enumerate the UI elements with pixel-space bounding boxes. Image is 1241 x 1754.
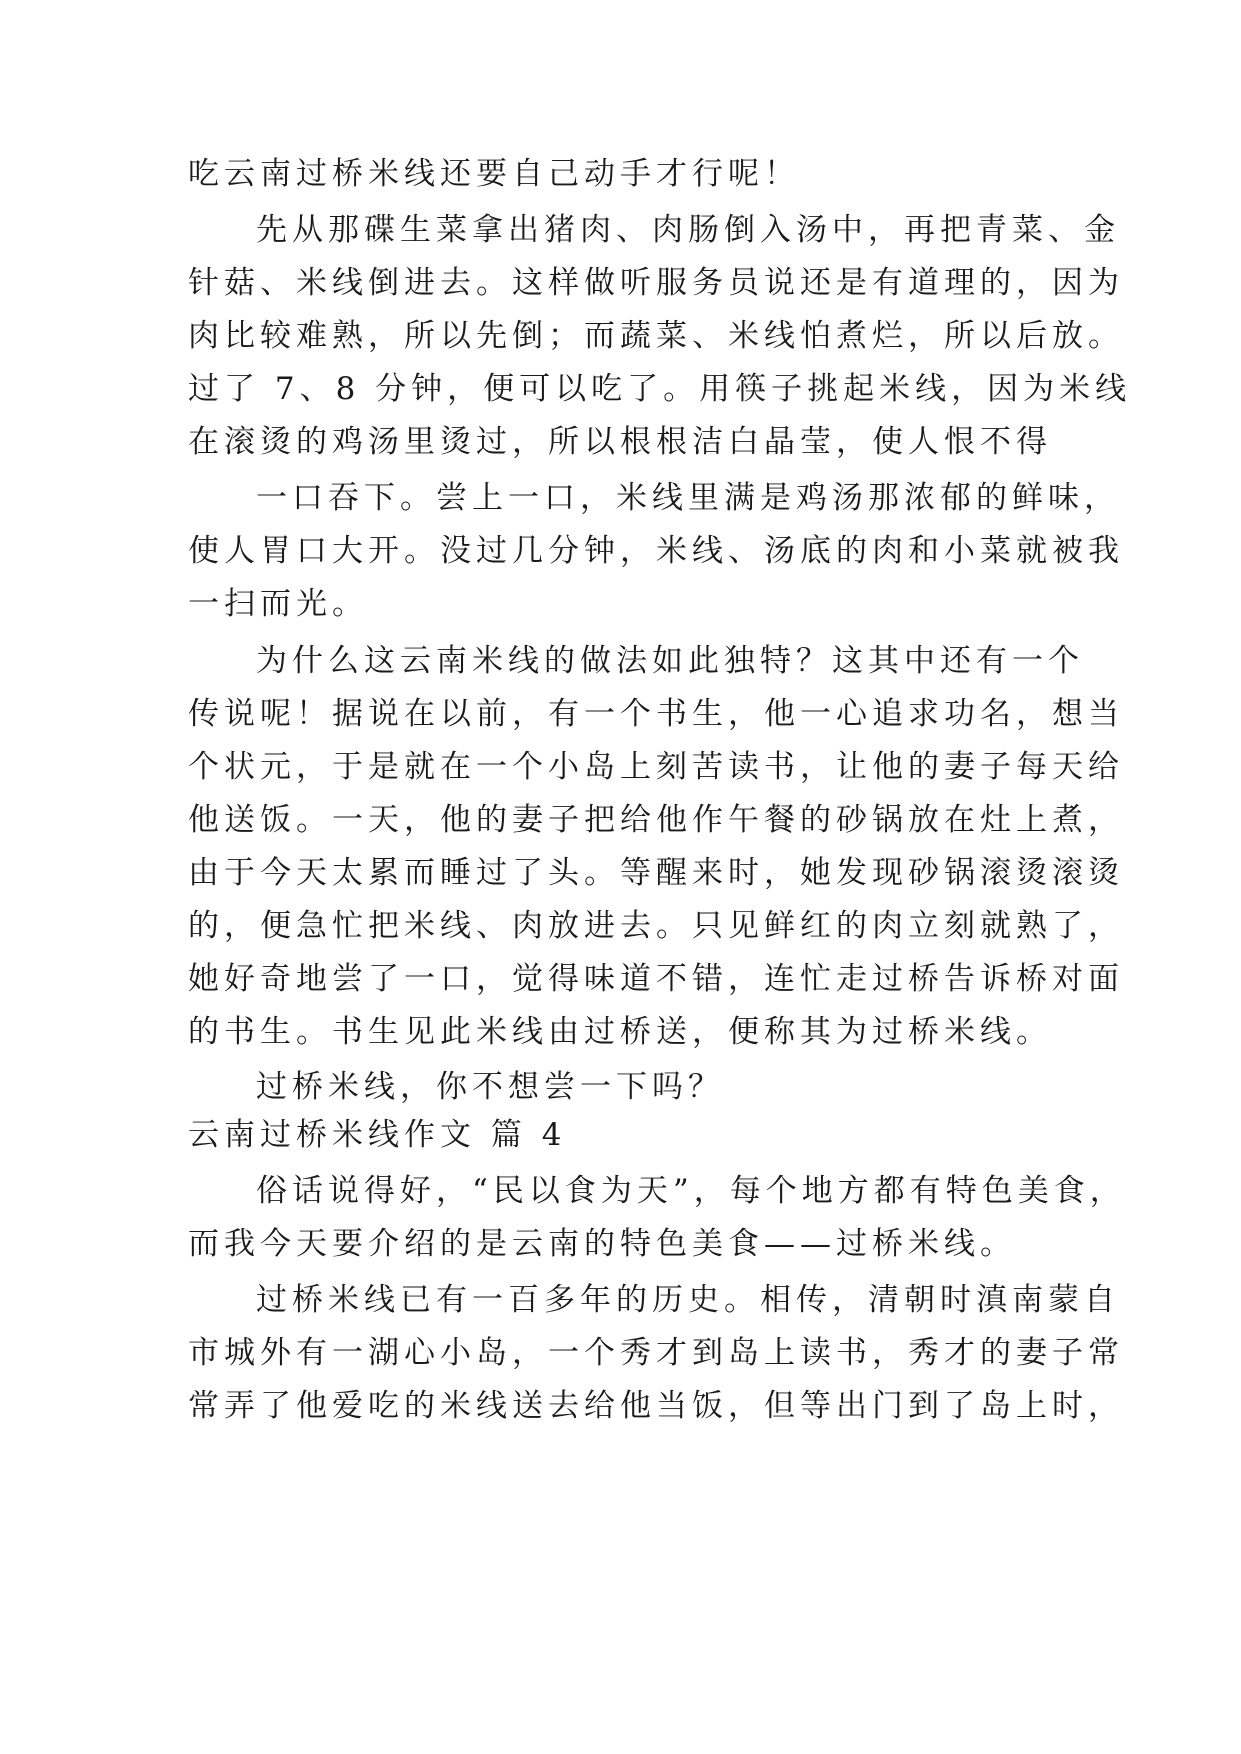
text-line: 的，便急忙把米线、肉放进去。只见鲜红的肉立刻就熟了，: [188, 908, 1124, 944]
text-line: 吃云南过桥米线还要自己动手才行呢！: [188, 156, 800, 192]
paragraph-first-line: 过桥米线，你不想尝一下吗？: [256, 1069, 724, 1105]
text-line: 由于今天太累而睡过了头。等醒来时，她发现砂锅滚烫滚烫: [188, 855, 1124, 891]
paragraph-first-line: 俗话说得好，“民以食为天”，每个地方都有特色美食，: [256, 1173, 1126, 1209]
text-line: 的书生。书生见此米线由过桥送，便称其为过桥米线。: [188, 1014, 1052, 1050]
section-heading: 云南过桥米线作文 篇 4: [188, 1117, 567, 1153]
text-line: 个状元，于是就在一个小岛上刻苦读书，让他的妻子每天给: [188, 749, 1124, 785]
paragraph-first-line: 为什么这云南米线的做法如此独特？这其中还有一个: [256, 643, 1084, 679]
text-line: 针菇、米线倒进去。这样做听服务员说还是有道理的，因为: [188, 265, 1124, 301]
text-line: 一扫而光。: [188, 586, 368, 622]
text-line: 而我今天要介绍的是云南的特色美食——过桥米线。: [188, 1226, 1016, 1262]
text-line: 使人胃口大开。没过几分钟，米线、汤底的肉和小菜就被我: [188, 533, 1124, 569]
text-line: 过了 7、8 分钟，便可以吃了。用筷子挑起米线，因为米线: [188, 371, 1132, 407]
paragraph-first-line: 先从那碟生菜拿出猪肉、肉肠倒入汤中，再把青菜、金: [256, 212, 1120, 248]
text-line: 肉比较难熟，所以先倒；而蔬菜、米线怕煮烂，所以后放。: [188, 318, 1124, 354]
paragraph-first-line: 过桥米线已有一百多年的历史。相传，清朝时滇南蒙自: [256, 1282, 1120, 1318]
paragraph-first-line: 一口吞下。尝上一口，米线里满是鸡汤那浓郁的鲜味，: [256, 480, 1120, 516]
text-line: 传说呢！据说在以前，有一个书生，他一心追求功名，想当: [188, 696, 1124, 732]
text-line: 在滚烫的鸡汤里烫过，所以根根洁白晶莹，使人恨不得: [188, 424, 1052, 460]
text-line: 市城外有一湖心小岛，一个秀才到岛上读书，秀才的妻子常: [188, 1335, 1124, 1371]
text-line: 她好奇地尝了一口，觉得味道不错，连忙走过桥告诉桥对面: [188, 961, 1124, 997]
text-line: 他送饭。一天，他的妻子把给他作午餐的砂锅放在灶上煮，: [188, 802, 1124, 838]
text-line: 常弄了他爱吃的米线送去给他当饭，但等出门到了岛上时，: [188, 1388, 1124, 1424]
